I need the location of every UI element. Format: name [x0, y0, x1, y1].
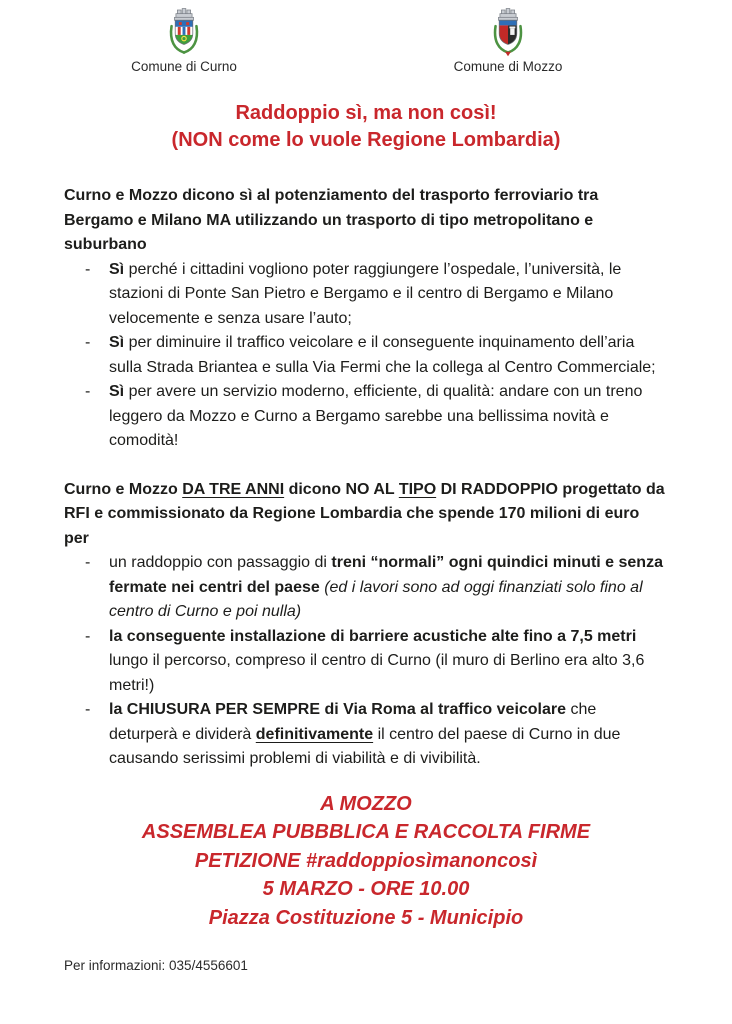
- text-segment-bold: la CHIUSURA PER SEMPRE di Via Roma al traffico veicolare: [109, 701, 567, 718]
- text-segment: un raddoppio con passaggio di: [109, 554, 332, 571]
- text-segment-bold-underlined: definitivamente: [255, 725, 374, 743]
- list-item: [64, 625, 668, 699]
- list-item: [64, 380, 668, 454]
- text-segment: il centro del paese di Curno in due causando serissimi problemi di viabilità e di vivibilità.: [109, 725, 621, 767]
- text-segment: lungo il percorso, compreso il centro di Curno (il muro di Berlino era alto 3,6 metri!): [109, 652, 645, 694]
- bullet-marker: -: [85, 554, 91, 571]
- text-segment-bold: la conseguente installazione di barriere acustiche alte fino a 7,5 metri: [109, 627, 637, 645]
- list-item-text: [109, 625, 668, 699]
- footer-contact-info: Per informazioni: 035/4556601: [64, 958, 248, 973]
- text-segment: Curno e Mozzo: [64, 480, 183, 498]
- curno-coat-of-arms-icon: [162, 7, 206, 57]
- comune-mozzo-block: [443, 7, 573, 75]
- bullet-marker: -: [85, 701, 91, 718]
- section2-bullet-list: [64, 551, 668, 772]
- list-item-text: [109, 380, 668, 454]
- text-segment-underlined: DA TRE ANNI: [182, 480, 285, 498]
- text-segment-underlined: TIPO: [398, 480, 437, 498]
- text-segment: che deturperà e dividerà: [109, 701, 597, 743]
- section2-intro: [64, 478, 668, 552]
- text-segment: perché i cittadini vogliono poter raggiungere l’ospedale, l’università, le stazioni di Ponte San Pietro e Bergamo e il centro di Bergamo e Milano velocemente e senza usare l’auto;: [109, 260, 622, 327]
- comune-curno-block: [119, 7, 249, 75]
- text-segment: dicono NO AL: [284, 480, 399, 498]
- list-item: [64, 551, 668, 625]
- text-segment-bold: treni “normali” ogni quindici minuti e senza fermate nei centri del paese: [109, 554, 663, 596]
- text-segment: Sì: [109, 383, 125, 400]
- section1-intro: Curno e Mozzo dicono sì al potenziamento del trasporto ferroviario tra Bergamo e Milano MA utilizzando un trasporto di tipo metropolitano e suburbano: [64, 187, 599, 253]
- bullet-marker: -: [85, 334, 91, 351]
- event-announcement: [0, 790, 732, 933]
- text-segment: per avere un servizio moderno, efficiente, di qualità: andare con un treno leggero da Mozzo e Curno a Bergamo sarebbe una bellissima novità e comodità!: [109, 383, 643, 449]
- comune-curno-label: Comune di Curno: [131, 59, 237, 74]
- comune-mozzo-label: Comune di Mozzo: [453, 59, 563, 74]
- header: [0, 0, 732, 84]
- bullet-marker: -: [85, 260, 91, 278]
- document-title: [0, 100, 732, 154]
- announcement-address: Piazza Costituzione 5 - Municipio: [208, 906, 524, 929]
- bullet-marker: -: [85, 627, 91, 645]
- text-segment: DI RADDOPPIO progettato da RFI e commissionato da Regione Lombardia che spende 170 milioni di euro per: [64, 480, 665, 547]
- title-line-1: Raddoppio sì, ma non così!: [235, 102, 497, 124]
- text-segment: Sì: [109, 260, 125, 278]
- list-item: [64, 698, 668, 772]
- list-item-text: [109, 698, 668, 772]
- section1-bullet-list: [64, 258, 668, 454]
- announcement-petition-hashtag: PETIZIONE #raddoppiosìmanoncosì: [194, 849, 538, 872]
- list-item-text: [109, 551, 668, 625]
- document-body: [0, 184, 732, 772]
- bullet-marker: -: [85, 383, 91, 400]
- list-item: [64, 331, 668, 380]
- title-line-2: (NON come lo vuole Regione Lombardia): [171, 129, 561, 151]
- text-segment: per diminuire il traffico veicolare e il conseguente inquinamento dell’aria sulla Strada Briantea e sulla Via Fermi che la collega al Centro Commerciale;: [109, 334, 656, 376]
- list-item-text: [109, 331, 668, 380]
- list-item: [64, 258, 668, 332]
- text-segment: Sì: [109, 334, 125, 351]
- announcement-event: ASSEMBLEA PUBBBLICA E RACCOLTA FIRME: [141, 821, 591, 843]
- mozzo-coat-of-arms-icon: [486, 7, 530, 57]
- list-item-text: [109, 258, 668, 332]
- announcement-location: A MOZZO: [320, 792, 412, 815]
- announcement-date-time: 5 MARZO - ORE 10.00: [262, 878, 470, 900]
- text-segment-italic: (ed i lavori sono ad oggi finanziati solo fino al centro di Curno e poi nulla): [109, 578, 643, 620]
